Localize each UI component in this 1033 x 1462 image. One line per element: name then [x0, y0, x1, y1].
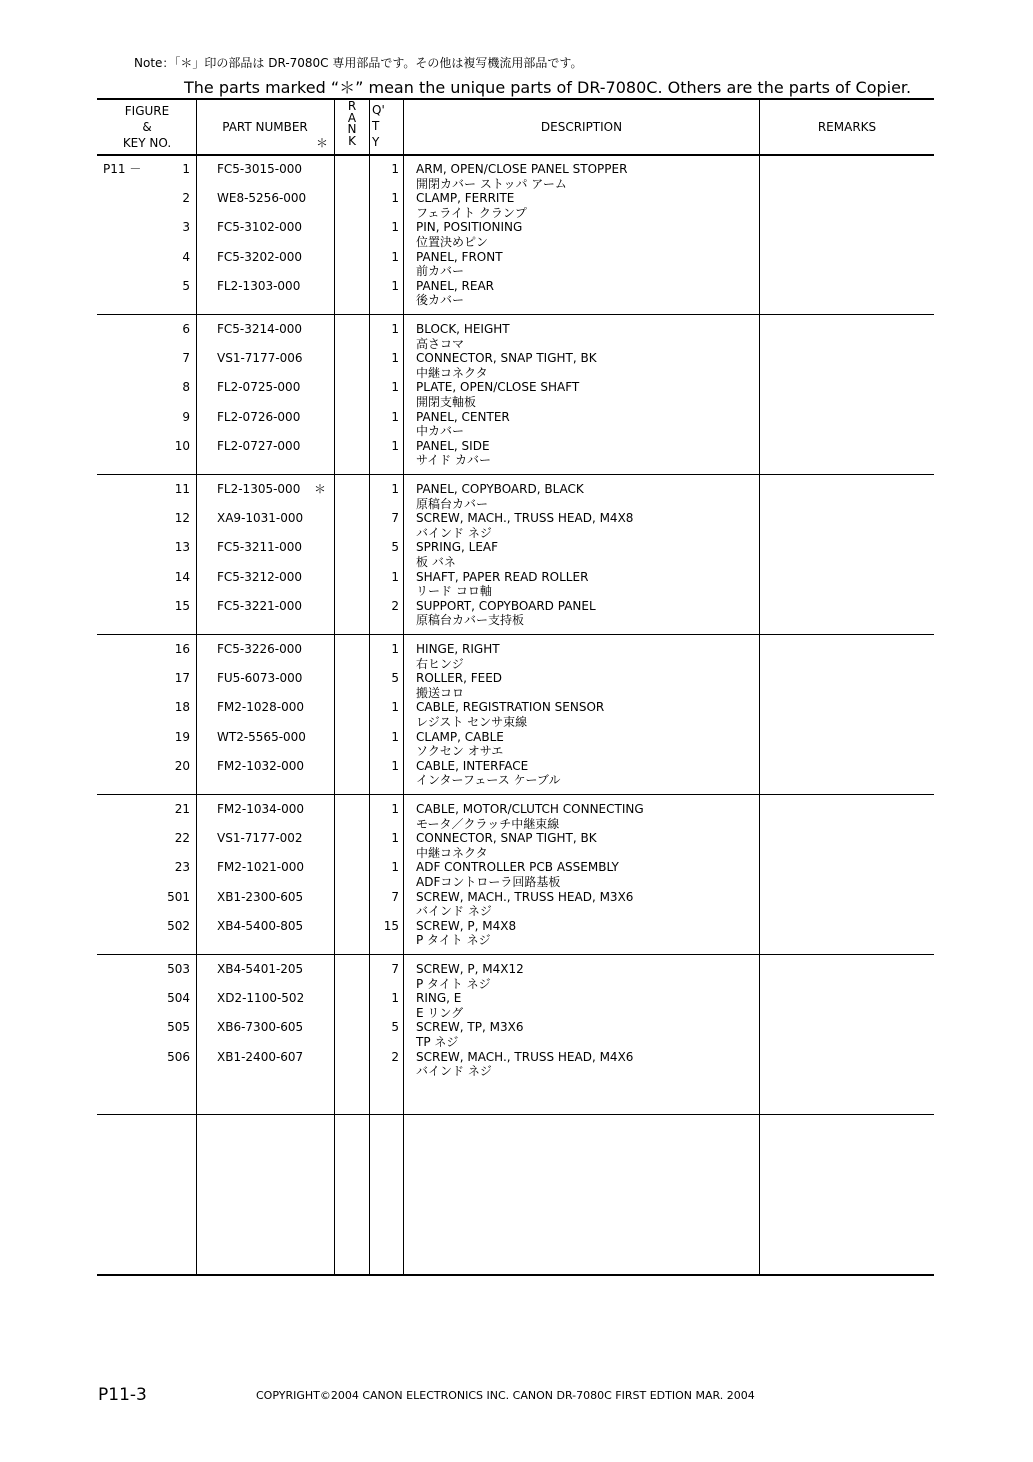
part-number: FL2-0727-000 — [217, 438, 301, 453]
description — [416, 410, 510, 439]
quantity: 1 — [391, 860, 399, 875]
description-english: PANEL, COPYBOARD, BLACK — [416, 482, 584, 496]
key-number: 501 — [167, 889, 190, 904]
key-number: 3 — [182, 220, 190, 235]
part-number: FM2-1032-000 — [217, 758, 304, 773]
part-number: FM2-1021-000 — [217, 860, 304, 875]
description-japanese: サイド カバー — [416, 453, 491, 468]
header-rank-letter: K — [348, 133, 356, 148]
quantity: 1 — [391, 729, 399, 744]
quantity: 1 — [391, 322, 399, 336]
header-rank-letter: N — [347, 122, 357, 136]
description-japanese: ソクセン オサエ — [416, 744, 504, 759]
description — [416, 890, 633, 919]
quantity: 1 — [391, 278, 399, 293]
key-number: 506 — [167, 1049, 190, 1064]
description-japanese: P タイト ネジ — [416, 976, 491, 991]
column-divider — [334, 99, 335, 1275]
part-number: XB1-2300-605 — [217, 889, 304, 904]
description-english: CLAMP, CABLE — [416, 729, 504, 744]
key-number: 19 — [174, 729, 190, 744]
quantity: 2 — [391, 1049, 399, 1064]
key-number: 18 — [174, 700, 190, 715]
key-number: 21 — [174, 802, 190, 816]
quantity: 5 — [391, 1020, 399, 1035]
header-qty-letter: T — [372, 119, 380, 133]
description-japanese: バインド ネジ — [416, 904, 492, 919]
description — [416, 250, 503, 279]
row-divider — [97, 314, 934, 315]
description-english: SUPPORT, COPYBOARD PANEL — [416, 598, 596, 613]
key-number: 505 — [167, 1020, 190, 1035]
header-qty — [372, 102, 394, 150]
quantity: 1 — [391, 380, 399, 395]
description-english: ADF CONTROLLER PCB ASSEMBLY — [416, 860, 619, 875]
description-japanese: レジスト センサ束線 — [416, 714, 528, 729]
description — [416, 700, 604, 729]
description-japanese: 前カバー — [416, 264, 465, 279]
part-number: FC5-3221-000 — [217, 598, 303, 613]
description-english: SPRING, LEAF — [416, 540, 499, 555]
description-english: ARM, OPEN/CLOSE PANEL STOPPER — [416, 162, 628, 176]
description-japanese: バインド ネジ — [416, 1064, 492, 1079]
description — [416, 380, 579, 409]
description-english: CABLE, INTERFACE — [416, 758, 529, 773]
description — [416, 962, 524, 991]
part-number: VS1-7177-006 — [217, 351, 303, 366]
row-divider — [97, 634, 934, 635]
quantity: 15 — [383, 918, 399, 933]
description — [416, 162, 627, 191]
key-number: 22 — [174, 831, 190, 846]
copyright: COPYRIGHT©2004 CANON ELECTRONICS INC. CANON DR-7080C FIRST EDTION MAR. 2004 — [256, 1389, 755, 1402]
description — [416, 759, 560, 788]
column-divider — [196, 99, 197, 1275]
part-number: FU5-6073-000 — [217, 671, 303, 686]
description-english: SCREW, MACH., TRUSS HEAD, M4X8 — [416, 511, 634, 526]
description-english: SCREW, TP, M3X6 — [416, 1020, 524, 1035]
part-number: VS1-7177-002 — [217, 831, 303, 846]
column-divider — [759, 99, 760, 1275]
row-divider — [97, 154, 934, 156]
part-number: WE8-5256-000 — [217, 191, 307, 206]
unique-part-mark: ＊ — [314, 482, 327, 496]
key-number: 11 — [174, 482, 190, 496]
description-english: SHAFT, PAPER READ ROLLER — [416, 569, 589, 584]
header-figure: FIGURE & KEY NO. — [122, 104, 172, 150]
key-number: 2 — [182, 191, 190, 206]
page-number: P11-3 — [98, 1385, 147, 1405]
description-japanese: E リング — [416, 1005, 464, 1020]
quantity: 1 — [391, 191, 399, 206]
quantity: 5 — [391, 540, 399, 555]
description-japanese: フェライト クランプ — [416, 205, 527, 220]
quantity: 7 — [391, 889, 399, 904]
row-divider — [97, 98, 934, 100]
description-english: PANEL, SIDE — [416, 438, 490, 453]
description — [416, 730, 504, 759]
part-number: XB6-7300-605 — [217, 1020, 304, 1035]
description-english: PANEL, CENTER — [416, 409, 510, 424]
description-japanese: 中継コネクタ — [416, 845, 488, 860]
header-remarks: REMARKS — [817, 120, 877, 134]
description-english: RING, E — [416, 991, 462, 1006]
description — [416, 919, 516, 948]
description-english: PANEL, REAR — [416, 278, 495, 293]
description-english: SCREW, MACH., TRUSS HEAD, M3X6 — [416, 889, 634, 904]
header-rank-letter: A — [347, 110, 357, 125]
part-number: FC5-3226-000 — [217, 642, 303, 656]
column-divider — [369, 99, 370, 1275]
part-number: XD2-1100-502 — [217, 991, 305, 1006]
description — [416, 860, 619, 889]
description-japanese: 原稿台カバー — [416, 496, 489, 511]
quantity: 7 — [391, 962, 399, 976]
key-number: 17 — [174, 671, 190, 686]
description-japanese: 原稿台カバー支持板 — [416, 613, 525, 628]
part-number: FC5-3214-000 — [217, 322, 303, 336]
key-number: 20 — [174, 758, 190, 773]
key-number: 503 — [167, 962, 190, 976]
description — [416, 511, 633, 540]
part-number: XB1-2400-607 — [217, 1049, 304, 1064]
description-japanese: モータ／クラッチ中継束線 — [416, 816, 560, 831]
description-japanese: 搬送コロ — [416, 685, 465, 700]
description — [416, 351, 597, 380]
quantity: 1 — [391, 162, 399, 176]
header-rank-letter: R — [347, 99, 357, 113]
row-divider — [97, 1114, 934, 1115]
description — [416, 482, 584, 511]
part-number: XA9-1031-000 — [217, 511, 304, 526]
description-japanese: 中継コネクタ — [416, 365, 488, 380]
description-japanese: 右ヒンジ — [416, 656, 464, 671]
description — [416, 802, 644, 831]
description-japanese: ADFコントローラ回路基板 — [416, 874, 561, 889]
quantity: 1 — [391, 991, 399, 1006]
part-number: XB4-5400-805 — [217, 918, 304, 933]
description-english: SCREW, P, M4X8 — [416, 918, 517, 933]
description-english: CONNECTOR, SNAP TIGHT, BK — [416, 831, 597, 846]
part-number: FL2-1303-000 — [217, 278, 301, 293]
header-description: DESCRIPTION — [540, 120, 623, 134]
quantity: 1 — [391, 249, 399, 264]
key-number: 9 — [182, 409, 190, 424]
key-number: 23 — [174, 860, 190, 875]
description — [416, 991, 463, 1020]
description — [416, 1020, 523, 1049]
key-number: 13 — [174, 540, 190, 555]
description — [416, 322, 510, 351]
quantity: 1 — [391, 700, 399, 715]
description-english: CABLE, REGISTRATION SENSOR — [416, 700, 605, 715]
description-english: PLATE, OPEN/CLOSE SHAFT — [416, 380, 580, 395]
description-english: HINGE, RIGHT — [416, 642, 500, 656]
description — [416, 1050, 633, 1079]
quantity: 1 — [391, 642, 399, 656]
key-number: 7 — [182, 351, 190, 366]
description — [416, 570, 588, 599]
description — [416, 540, 498, 569]
quantity: 7 — [391, 511, 399, 526]
quantity: 1 — [391, 409, 399, 424]
key-number: 504 — [167, 991, 190, 1006]
key-number: 10 — [174, 438, 190, 453]
header-part-number: PART NUMBER — [222, 120, 308, 134]
description-english: CLAMP, FERRITE — [416, 191, 515, 206]
key-number: 12 — [174, 511, 190, 526]
description-japanese: 開閉支軸板 — [416, 394, 477, 409]
quantity: 1 — [391, 351, 399, 366]
header-part-star: ＊ — [315, 136, 328, 150]
part-number: FM2-1028-000 — [217, 700, 304, 715]
description-english: SCREW, MACH., TRUSS HEAD, M4X6 — [416, 1049, 634, 1064]
description — [416, 599, 596, 628]
quantity: 1 — [391, 482, 399, 496]
description-english: ROLLER, FEED — [416, 671, 503, 686]
quantity: 1 — [391, 220, 399, 235]
key-number: 8 — [182, 380, 190, 395]
key-number: 5 — [182, 278, 190, 293]
key-number: 1 — [182, 162, 190, 176]
description-japanese: バインド ネジ — [416, 525, 492, 540]
part-number: FC5-3212-000 — [217, 569, 303, 584]
description — [416, 642, 500, 671]
note-english: The parts marked “＊” mean the unique parts of DR-7080C. Others are the parts of Copier. — [184, 78, 912, 97]
description — [416, 191, 527, 220]
note-japanese: Note：「＊」印の部品は DR-7080C 専用部品です。その他は複写機流用部品です。 — [134, 56, 583, 70]
key-number: 6 — [182, 322, 190, 336]
description-japanese: TP ネジ — [416, 1034, 459, 1049]
row-divider — [97, 1274, 934, 1276]
description-japanese: リード コロ軸 — [416, 584, 492, 599]
description-english: PIN, POSITIONING — [416, 220, 523, 235]
description-japanese: インターフェース ケーブル — [416, 773, 561, 788]
description — [416, 671, 502, 700]
description — [416, 831, 597, 860]
part-number: FM2-1034-000 — [217, 802, 304, 816]
description-japanese: 開閉カバー ストッパ アーム — [416, 176, 567, 191]
part-number: WT2-5565-000 — [217, 729, 306, 744]
key-number: 502 — [167, 918, 190, 933]
quantity: 1 — [391, 438, 399, 453]
part-number: FC5-3211-000 — [217, 540, 303, 555]
part-number: XB4-5401-205 — [217, 962, 304, 976]
description-english: CONNECTOR, SNAP TIGHT, BK — [416, 351, 597, 366]
description-japanese: 板 バネ — [416, 554, 456, 569]
header-qty-letter: Y — [372, 135, 380, 149]
description — [416, 439, 491, 468]
key-number: 4 — [182, 249, 190, 264]
quantity: 1 — [391, 569, 399, 584]
header-qty-letter: Q' — [372, 103, 385, 117]
key-number: 14 — [174, 569, 190, 584]
part-number: FL2-1305-000 — [217, 482, 301, 496]
quantity: 1 — [391, 758, 399, 773]
quantity: 1 — [391, 802, 399, 816]
part-number: FL2-0726-000 — [217, 409, 301, 424]
part-number: FC5-3102-000 — [217, 220, 303, 235]
row-divider — [97, 954, 934, 955]
description-english: BLOCK, HEIGHT — [416, 322, 510, 336]
quantity: 2 — [391, 598, 399, 613]
description-japanese: 高さコマ — [416, 336, 465, 351]
part-number: FC5-3202-000 — [217, 249, 303, 264]
key-number: 15 — [174, 598, 190, 613]
description-english: SCREW, P, M4X12 — [416, 962, 524, 976]
description — [416, 220, 522, 249]
figure-label: P11 － — [103, 162, 142, 176]
description-japanese: 中カバー — [416, 424, 465, 439]
part-number: FL2-0725-000 — [217, 380, 301, 395]
row-divider — [97, 794, 934, 795]
column-divider — [403, 99, 404, 1275]
description-english: PANEL, FRONT — [416, 249, 503, 264]
key-number: 16 — [174, 642, 190, 656]
description-japanese: P タイト ネジ — [416, 933, 491, 948]
part-number: FC5-3015-000 — [217, 162, 303, 176]
header-rank — [336, 100, 368, 146]
quantity: 5 — [391, 671, 399, 686]
row-divider — [97, 474, 934, 475]
description-japanese: 位置決めピン — [416, 234, 489, 249]
description-english: CABLE, MOTOR/CLUTCH CONNECTING — [416, 802, 644, 816]
description — [416, 279, 494, 308]
quantity: 1 — [391, 831, 399, 846]
description-japanese: 後カバー — [416, 293, 465, 308]
